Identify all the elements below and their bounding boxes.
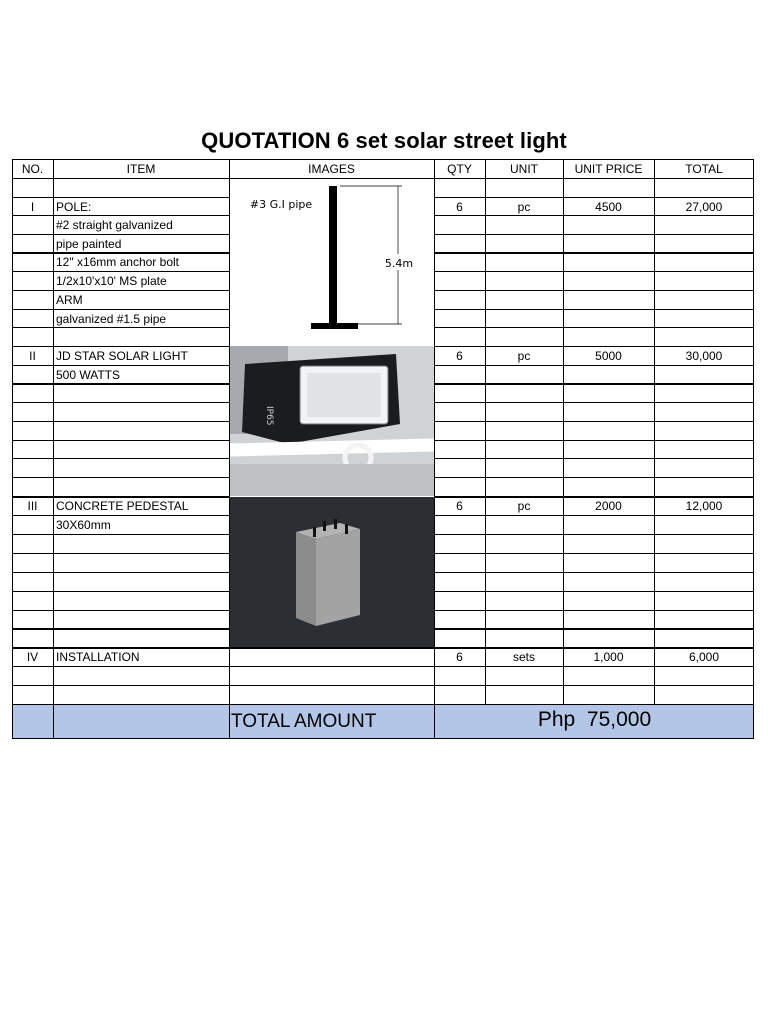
column-divider xyxy=(654,159,655,705)
row-divider xyxy=(12,346,229,347)
item-number: II xyxy=(29,349,36,363)
total-amount-value: Php 75,000 xyxy=(537,708,652,731)
row-divider xyxy=(12,178,754,179)
page-title: QUOTATION 6 set solar street light xyxy=(201,128,567,153)
row-divider xyxy=(434,610,754,611)
header-no: NO. xyxy=(21,162,44,176)
row-divider xyxy=(434,234,754,235)
row-divider xyxy=(12,572,229,573)
row-divider xyxy=(434,309,754,310)
item-description-line: CONCRETE PEDESTAL xyxy=(56,499,189,513)
row-divider xyxy=(12,534,229,535)
row-divider xyxy=(434,440,754,441)
pole-diagram xyxy=(230,178,434,346)
item-description-line: #2 straight galvanized xyxy=(56,218,173,232)
row-divider xyxy=(434,477,754,478)
row-divider xyxy=(12,647,754,649)
quotation-table xyxy=(12,159,754,739)
row-divider xyxy=(12,685,754,686)
pole-shaft xyxy=(329,186,337,324)
row-divider xyxy=(12,271,229,272)
row-divider xyxy=(12,610,229,611)
item-total: 27,000 xyxy=(685,200,723,214)
column-divider xyxy=(563,159,564,705)
column-divider xyxy=(12,159,13,739)
row-divider xyxy=(12,458,229,459)
row-divider xyxy=(12,365,229,366)
pole-cap-mark xyxy=(333,193,334,196)
item-total: 30,000 xyxy=(685,349,723,363)
column-divider xyxy=(53,159,54,739)
row-divider xyxy=(12,477,229,478)
header-images: IMAGES xyxy=(308,162,355,176)
item-unit-price: 1,000 xyxy=(593,650,624,664)
item-unit-price: 4500 xyxy=(595,200,622,214)
row-divider xyxy=(12,666,754,667)
pedestal-drawing xyxy=(230,497,434,647)
row-divider xyxy=(12,496,229,498)
item-number: IV xyxy=(26,650,39,664)
item-description-line: pipe painted xyxy=(56,237,122,251)
header-unit: UNIT xyxy=(510,162,538,176)
row-divider xyxy=(434,271,754,272)
row-divider xyxy=(434,515,754,516)
row-divider xyxy=(12,290,229,291)
anchor-bolt xyxy=(334,519,337,529)
photo-floor xyxy=(230,464,434,496)
mounting-arm xyxy=(230,445,434,450)
item-unit: pc xyxy=(517,499,531,513)
row-divider xyxy=(12,591,229,592)
row-divider xyxy=(434,628,754,630)
item-unit: pc xyxy=(517,349,531,363)
item-description-line: 30X60mm xyxy=(56,518,111,532)
row-divider xyxy=(12,421,229,422)
item-description-line: ARM xyxy=(56,293,83,307)
item-description-line: JD STAR SOLAR LIGHT xyxy=(56,349,188,363)
row-divider xyxy=(434,252,754,254)
item-description-line: galvanized #1.5 pipe xyxy=(56,312,167,326)
item-description-line: POLE: xyxy=(56,200,92,214)
anchor-bolt xyxy=(345,524,348,534)
item-number: I xyxy=(30,200,35,214)
row-divider xyxy=(434,197,754,198)
pedestal-front-face xyxy=(316,529,360,626)
row-divider xyxy=(434,553,754,554)
item-description-line: 500 WATTS xyxy=(56,368,121,382)
item-description-line: 12" x16mm anchor bolt xyxy=(56,255,179,269)
header-qty: QTY xyxy=(447,162,472,176)
item-total: 12,000 xyxy=(685,499,723,513)
item-qty: 6 xyxy=(456,200,463,214)
row-divider xyxy=(434,496,754,498)
row-divider xyxy=(12,197,229,198)
led-grid xyxy=(307,373,381,417)
row-divider xyxy=(434,215,754,216)
item-description-line: INSTALLATION xyxy=(56,650,140,664)
row-divider xyxy=(12,704,754,705)
row-divider xyxy=(434,327,754,328)
solar-light-drawing xyxy=(230,346,434,496)
item-qty: 6 xyxy=(456,499,463,513)
row-divider xyxy=(12,440,229,441)
anchor-bolt xyxy=(323,521,326,531)
row-divider xyxy=(434,534,754,535)
row-divider xyxy=(12,515,229,516)
row-divider xyxy=(434,591,754,592)
column-divider xyxy=(434,159,435,739)
row-divider xyxy=(434,365,754,366)
row-divider xyxy=(12,402,229,403)
item-qty: 6 xyxy=(456,650,463,664)
pole-height-label: 5.4m xyxy=(384,257,414,270)
item-qty: 6 xyxy=(456,349,463,363)
row-divider xyxy=(434,383,754,385)
table-border-top xyxy=(12,159,754,160)
ip-rating-label: IP65 xyxy=(264,406,274,426)
pipe-label: #3 G.I pipe xyxy=(249,198,313,211)
column-divider xyxy=(229,159,230,739)
header-total: TOTAL xyxy=(685,162,723,176)
header-unit-price: UNIT PRICE xyxy=(574,162,643,176)
row-divider xyxy=(434,402,754,403)
row-divider xyxy=(12,309,229,310)
row-divider xyxy=(434,290,754,291)
column-divider xyxy=(753,159,754,739)
item-unit-price: 5000 xyxy=(595,349,622,363)
item-description-line: 1/2x10'x10' MS plate xyxy=(56,274,167,288)
item-number: III xyxy=(27,499,38,513)
pole-drawing xyxy=(230,178,434,346)
row-divider xyxy=(12,628,229,630)
row-divider xyxy=(12,553,229,554)
column-divider xyxy=(485,159,486,705)
row-divider xyxy=(434,421,754,422)
row-divider xyxy=(434,346,754,347)
row-divider xyxy=(12,252,229,254)
header-item: ITEM xyxy=(126,162,156,176)
item-unit: sets xyxy=(512,650,535,664)
anchor-bolt xyxy=(313,527,316,537)
row-divider xyxy=(12,234,229,235)
pedestal-side-face xyxy=(296,532,316,626)
row-divider xyxy=(12,383,229,385)
item-unit-price: 2000 xyxy=(595,499,622,513)
row-divider xyxy=(434,572,754,573)
solar-light-photo xyxy=(230,346,434,496)
row-divider xyxy=(12,327,229,328)
table-border-bottom xyxy=(12,738,754,739)
total-amount-label: TOTAL AMOUNT xyxy=(231,711,377,732)
item-unit: pc xyxy=(517,200,531,214)
row-divider xyxy=(434,458,754,459)
item-total: 6,000 xyxy=(688,650,720,664)
row-divider xyxy=(12,215,229,216)
pedestal-render xyxy=(230,497,434,647)
